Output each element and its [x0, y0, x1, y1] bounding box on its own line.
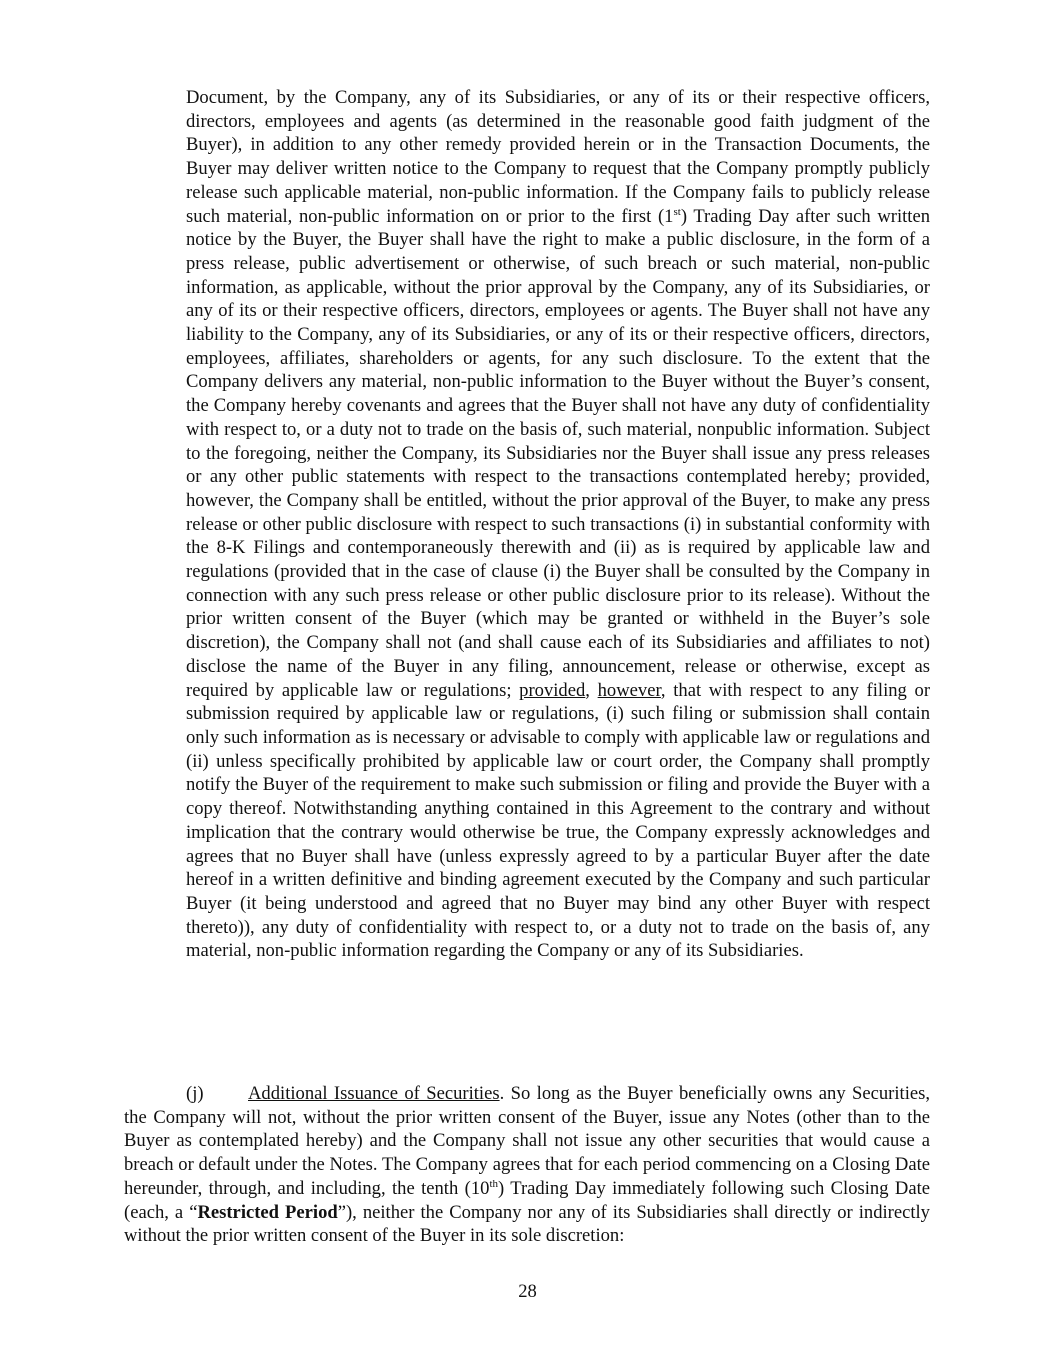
paragraph-text-part1: Document, by the Company, any of its Subsidiaries, or any of its or their respective officers, directors, employees and agents (as determined in the reasonable good faith judgment of the Buyer), in addition to any other remedy provided herein or in the Transaction Documents, the Buyer may deliver written notice to the Company to request that the Company promptly publicly release such applicable material, non-public information. If the Company fails to publicly release such material, non-public information on or prior to the first (1: [186, 87, 930, 227]
restricted-period-term: Restricted Period: [197, 1201, 338, 1223]
comma-separator: ,: [585, 679, 598, 701]
continued-paragraph: [186, 86, 930, 963]
paragraph-text-part2: ) Trading Day after such written notice by the Buyer, the Buyer shall have the right to make a public disclosure, in the form of a press release, public advertisement or otherwise, of such breach or such material, non-public information, as applicable, without the prior approval by the Company, any of its Subsidiaries, or any of its or their respective officers, directors, employees or agents. The Buyer shall not have any liability to the Company, any of its Subsidiaries, or any of its or their respective officers, directors, employees, affiliates, shareholders or agents, for any such disclosure. To the extent that the Company delivers any material, non-public information to the Buyer without the Buyer’s consent, the Company hereby covenants and agrees that the Buyer shall not have any duty of confidentiality with respect to, or a duty not to trade on the basis of, such material, nonpublic information. Subject to the foregoing, neither the Company, its Subsidiaries nor the Buyer shall issue any press releases or any other public statements with respect to the transactions contemplated hereby; provided, however, the Company shall be entitled, without the prior approval of the Buyer, to make any press release or other public disclosure with respect to such transactions (i) in substantial conformity with the 8-K Filings and contemporaneously therewith and (ii) as is required by applicable law and regulations (provided that in the case of clause (i) the Buyer shall be consulted by the Company in connection with any such press release or other public disclosure prior to its release). Without the prior written consent of the Buyer (which may be granted or withheld in the Buyer’s sole discretion), the Company shall not (and shall cause each of its Subsidiaries and affiliates to not) disclose the name of the Buyer in any filing, announcement, release or otherwise, except as required by applicable law or regulations;: [186, 205, 930, 701]
however-term: however: [597, 679, 661, 701]
ordinal-superscript-st: st: [673, 205, 681, 218]
section-j-heading: Additional Issuance of Securities: [248, 1083, 500, 1104]
section-j-text2: ) Trading Day immediately following such Closing Date (each, a “: [124, 1177, 930, 1223]
section-j-text1: . So long as the Buyer beneficially owns any Securities, the Company will not, without the prior written consent of the Buyer, issue any Notes (other than to the Buyer as contemplated hereby) and the Company shall not issue any other securities that would cause a breach or default under the Notes. The Company agrees that for each period commencing on a Closing Date hereunder, through, and including, the tenth (10: [124, 1083, 930, 1199]
section-j-paragraph: [124, 1082, 930, 1248]
section-j-text3: ”), neither the Company nor any of its Subsidiaries shall directly or indirectly without the prior written consent of the Buyer in its sole discretion:: [124, 1201, 930, 1247]
ordinal-superscript-th: th: [489, 1177, 498, 1190]
paragraph-text-part3: , that with respect to any filing or submission required by applicable law or regulations, (i) such filing or submission shall contain only such information as is necessary or advisable to comply with applicable law or regulations and (ii) unless specifically prohibited by applicable law or court order, the Company shall promptly notify the Buyer of the requirement to make such submission or filing and provide the Buyer with a copy thereof. Notwithstanding anything contained in this Agreement to the contrary and without implication that the contrary would otherwise be true, the Company expressly acknowledges and agrees that no Buyer shall have (unless expressly agreed to by a particular Buyer after the date hereof in a written definitive and binding agreement executed by the Company and such particular Buyer (it being understood and agreed that no Buyer may bind any other Buyer with respect thereto)), any duty of confidentiality with respect to, or a duty not to trade on the basis of, any material, non-public information regarding the Company or any of its Subsidiaries.: [186, 679, 931, 962]
provided-term: provided: [519, 679, 586, 701]
section-j-label: (j): [186, 1083, 204, 1104]
page-number: 28: [518, 1281, 537, 1302]
